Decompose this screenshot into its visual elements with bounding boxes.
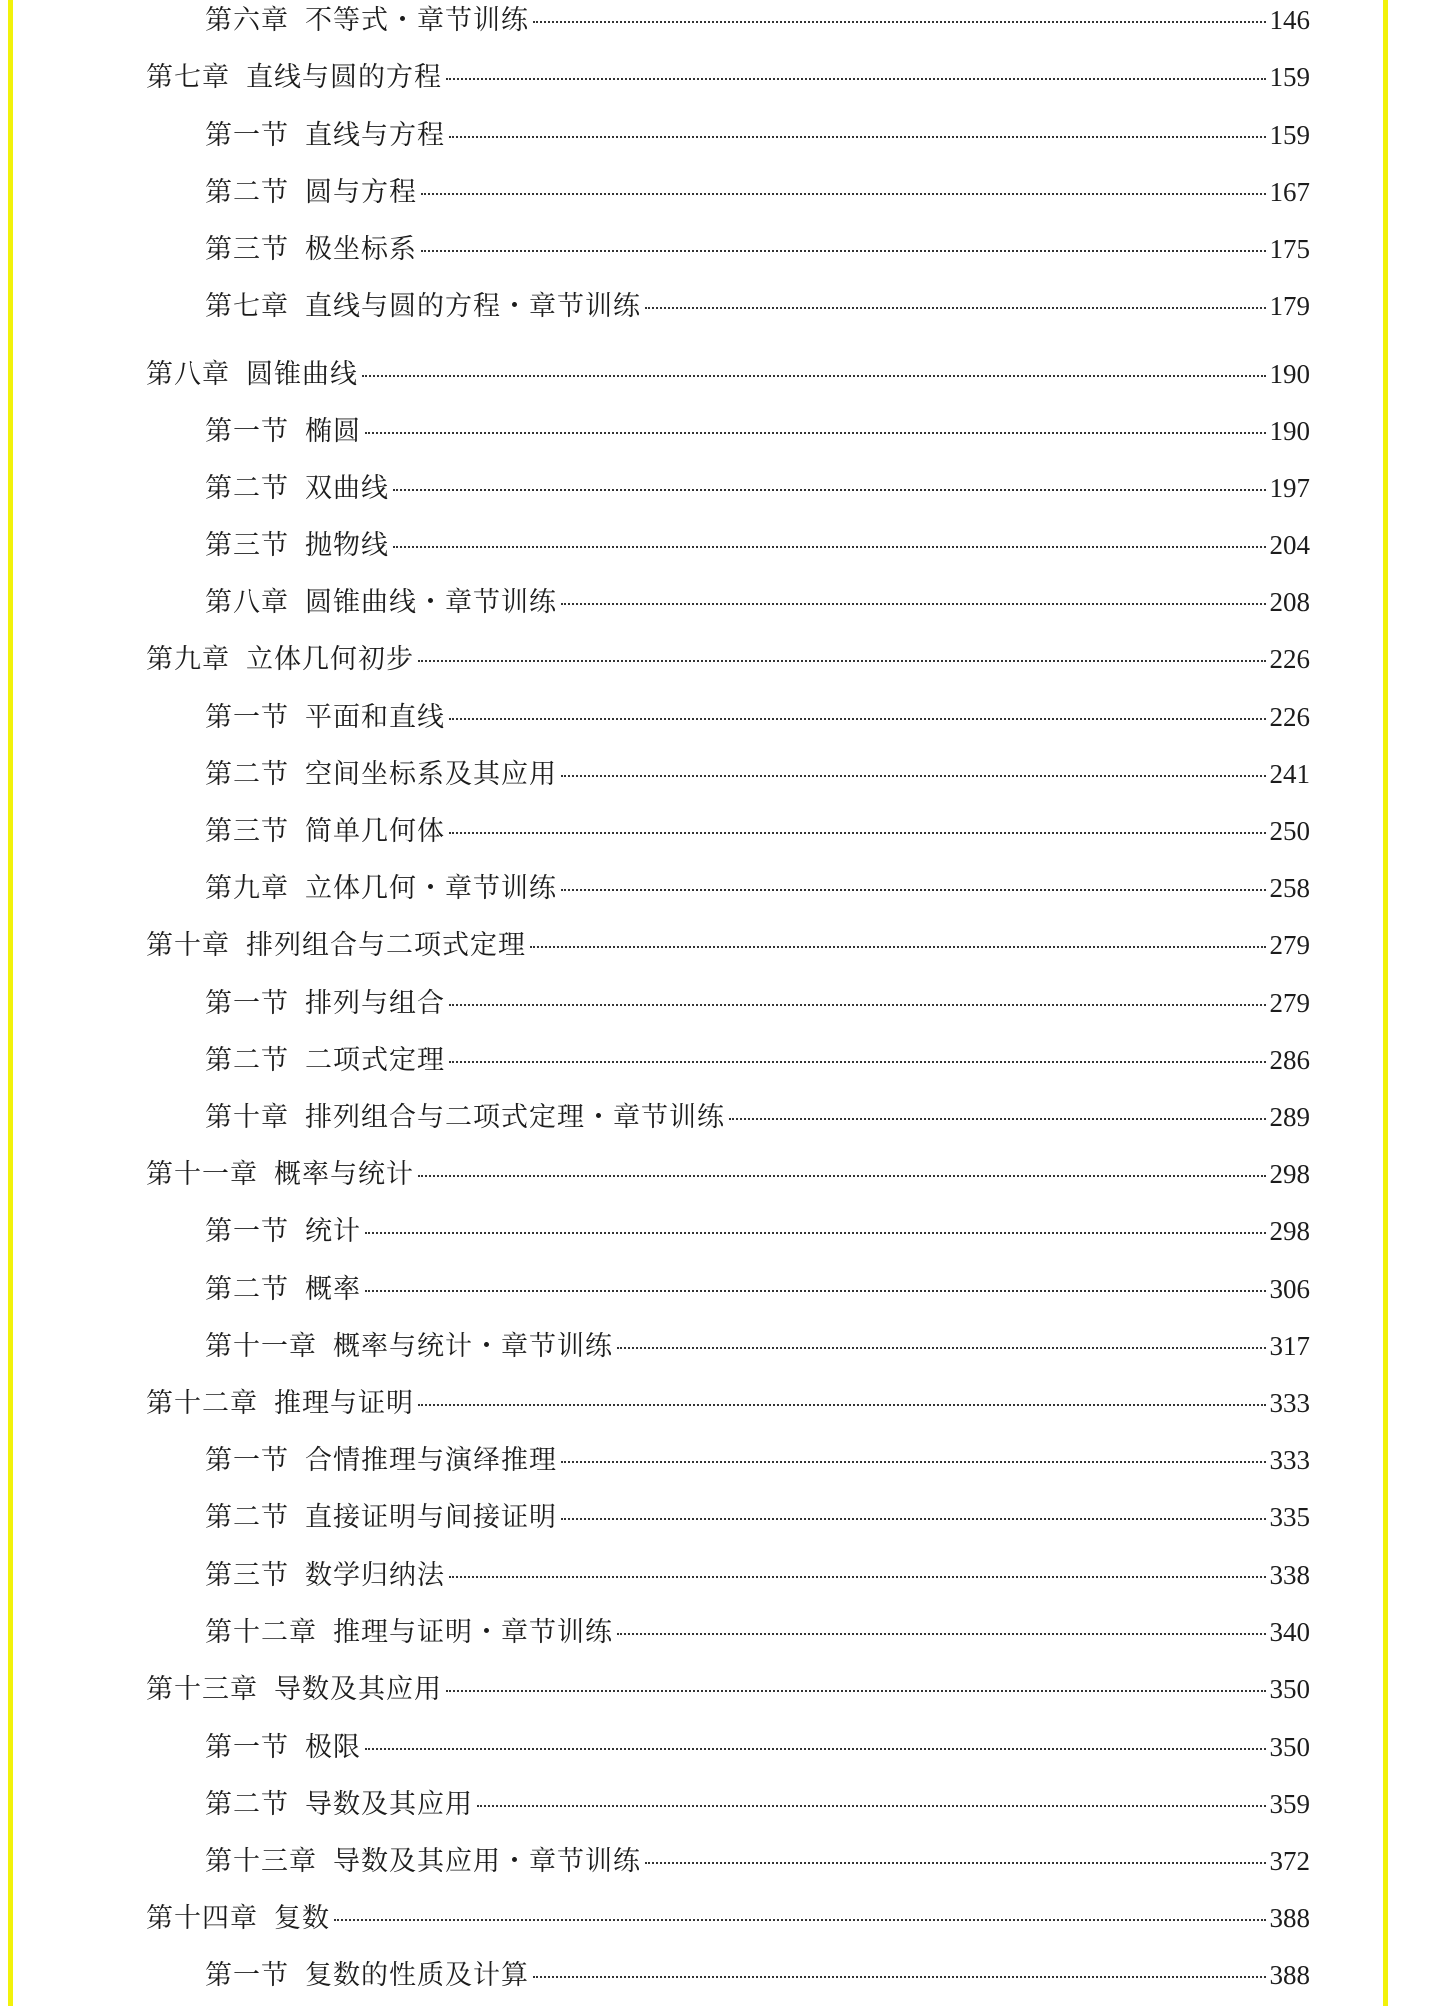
toc-entry-title: 概率与统计 bbox=[274, 1159, 414, 1190]
toc-entry-title: 排列组合与二项式定理・章节训练 bbox=[305, 1102, 725, 1133]
toc-entry-title: 立体几何初步 bbox=[246, 644, 414, 675]
dot-leader bbox=[729, 1118, 1266, 1120]
toc-entry-title: 立体几何・章节训练 bbox=[305, 873, 557, 904]
toc-entry-page-number: 388 bbox=[1269, 1903, 1310, 1933]
toc-entry-number: 第二节 bbox=[205, 1502, 289, 1533]
toc-entry-number: 第一节 bbox=[205, 1732, 289, 1763]
toc-section-entry[interactable] bbox=[205, 811, 1310, 851]
toc-entry-title: 排列组合与二项式定理 bbox=[246, 930, 526, 961]
toc-entry-page-number: 226 bbox=[1269, 702, 1310, 732]
toc-entry-title: 概率 bbox=[305, 1274, 361, 1305]
toc-entry-number: 第十章 bbox=[205, 1102, 289, 1133]
toc-entry-page-number: 159 bbox=[1269, 62, 1310, 92]
toc-section-entry[interactable] bbox=[205, 411, 1310, 451]
toc-entry-number: 第一节 bbox=[205, 702, 289, 733]
toc-entry-page-number: 197 bbox=[1269, 473, 1310, 503]
toc-entry-number: 第七章 bbox=[205, 291, 289, 322]
toc-section-entry[interactable] bbox=[205, 468, 1310, 508]
dot-leader bbox=[561, 775, 1266, 777]
toc-entry-page-number: 204 bbox=[1269, 530, 1310, 560]
toc-section-entry[interactable] bbox=[205, 1727, 1310, 1767]
toc-entry-title: 圆锥曲线・章节训练 bbox=[305, 587, 557, 618]
toc-entry-number: 第二节 bbox=[205, 177, 289, 208]
dot-leader bbox=[449, 718, 1266, 720]
toc-entry-number: 第七章 bbox=[146, 62, 230, 93]
toc-entry-title: 极限 bbox=[305, 1732, 361, 1763]
toc-chapter-entry[interactable] bbox=[146, 1154, 1310, 1194]
toc-section-entry[interactable] bbox=[205, 172, 1310, 212]
dot-leader bbox=[561, 1461, 1266, 1463]
dot-leader bbox=[561, 889, 1266, 891]
dot-leader bbox=[449, 1576, 1266, 1578]
toc-entry-title: 直线与方程 bbox=[305, 120, 445, 151]
toc-entry-number: 第一节 bbox=[205, 1960, 289, 1991]
toc-section-entry[interactable] bbox=[205, 1440, 1310, 1480]
toc-entry-title: 导数及其应用 bbox=[274, 1674, 442, 1705]
toc-entry-number: 第六章 bbox=[205, 5, 289, 36]
toc-chapter-entry[interactable] bbox=[146, 1383, 1310, 1423]
toc-entry-title: 极坐标系 bbox=[305, 234, 417, 265]
toc-entry-number: 第十一章 bbox=[146, 1159, 258, 1190]
dot-leader bbox=[533, 21, 1266, 23]
dot-leader bbox=[449, 832, 1266, 834]
toc-entry-number: 第二节 bbox=[205, 1274, 289, 1305]
dot-leader bbox=[334, 1919, 1266, 1921]
toc-chapter-entry[interactable] bbox=[146, 925, 1310, 965]
toc-entry-number: 第九章 bbox=[205, 873, 289, 904]
toc-section-entry[interactable] bbox=[205, 1040, 1310, 1080]
toc-entry-title: 双曲线 bbox=[305, 473, 389, 504]
dot-leader bbox=[477, 1805, 1266, 1807]
toc-entry-page-number: 298 bbox=[1269, 1159, 1310, 1189]
toc-section-entry[interactable] bbox=[205, 1326, 1310, 1366]
toc-section-entry[interactable] bbox=[205, 1497, 1310, 1537]
toc-entry-number: 第十三章 bbox=[205, 1846, 317, 1877]
toc-chapter-entry[interactable] bbox=[146, 57, 1310, 97]
toc-entry-title: 推理与证明 bbox=[274, 1388, 414, 1419]
dot-leader bbox=[418, 1404, 1266, 1406]
toc-entry-page-number: 175 bbox=[1269, 234, 1310, 264]
toc-section-entry[interactable] bbox=[205, 1211, 1310, 1251]
toc-entry-title: 抛物线 bbox=[305, 530, 389, 561]
dot-leader bbox=[645, 307, 1266, 309]
toc-entry-number: 第十三章 bbox=[146, 1674, 258, 1705]
toc-entry-page-number: 190 bbox=[1269, 416, 1310, 446]
toc-section-entry[interactable] bbox=[205, 582, 1310, 622]
toc-entry-title: 合情推理与演绎推理 bbox=[305, 1445, 557, 1476]
toc-entry-page-number: 167 bbox=[1269, 177, 1310, 207]
toc-entry-title: 不等式・章节训练 bbox=[305, 5, 529, 36]
toc-section-entry[interactable] bbox=[205, 525, 1310, 565]
toc-entry-page-number: 208 bbox=[1269, 587, 1310, 617]
toc-entry-title: 统计 bbox=[305, 1216, 361, 1247]
toc-entry-page-number: 258 bbox=[1269, 873, 1310, 903]
dot-leader bbox=[365, 1232, 1266, 1234]
dot-leader bbox=[617, 1633, 1266, 1635]
toc-entry-number: 第九章 bbox=[146, 644, 230, 675]
toc-section-entry[interactable] bbox=[205, 286, 1310, 326]
toc-entry-title: 直接证明与间接证明 bbox=[305, 1502, 557, 1533]
toc-entry-number: 第一节 bbox=[205, 1445, 289, 1476]
dot-leader bbox=[365, 1290, 1266, 1292]
toc-entry-title: 直线与圆的方程 bbox=[246, 62, 442, 93]
toc-entry-page-number: 298 bbox=[1269, 1216, 1310, 1246]
toc-section-entry[interactable] bbox=[205, 983, 1310, 1023]
toc-entry-number: 第一节 bbox=[205, 988, 289, 1019]
toc-entry-title: 二项式定理 bbox=[305, 1045, 445, 1076]
toc-entry-number: 第三节 bbox=[205, 530, 289, 561]
dot-leader bbox=[449, 1061, 1266, 1063]
toc-entry-page-number: 372 bbox=[1269, 1846, 1310, 1876]
toc-entry-number: 第一节 bbox=[205, 120, 289, 151]
toc-entry-title: 直线与圆的方程・章节训练 bbox=[305, 291, 641, 322]
toc-section-entry[interactable] bbox=[205, 0, 1310, 40]
toc-entry-number: 第八章 bbox=[205, 587, 289, 618]
toc-section-entry[interactable] bbox=[205, 1612, 1310, 1652]
toc-entry-title: 导数及其应用・章节训练 bbox=[333, 1846, 641, 1877]
toc-entry-title: 复数的性质及计算 bbox=[305, 1960, 529, 1991]
toc-entry-title: 平面和直线 bbox=[305, 702, 445, 733]
toc-entry-page-number: 286 bbox=[1269, 1045, 1310, 1075]
toc-entry-number: 第三节 bbox=[205, 1560, 289, 1591]
toc-entry-page-number: 159 bbox=[1269, 120, 1310, 150]
toc-section-entry[interactable] bbox=[205, 1555, 1310, 1595]
toc-entry-page-number: 250 bbox=[1269, 816, 1310, 846]
dot-leader bbox=[561, 603, 1266, 605]
toc-entry-number: 第二节 bbox=[205, 473, 289, 504]
toc-entry-title: 圆与方程 bbox=[305, 177, 417, 208]
toc-entry-page-number: 333 bbox=[1269, 1445, 1310, 1475]
toc-chapter-entry[interactable] bbox=[146, 1898, 1310, 1938]
toc-section-entry[interactable] bbox=[205, 868, 1310, 908]
toc-entry-title: 复数 bbox=[274, 1903, 330, 1934]
toc-entry-number: 第二节 bbox=[205, 759, 289, 790]
toc-section-entry[interactable] bbox=[205, 1784, 1310, 1824]
toc-entry-number: 第十一章 bbox=[205, 1331, 317, 1362]
toc-entry-page-number: 359 bbox=[1269, 1789, 1310, 1819]
toc-entry-title: 排列与组合 bbox=[305, 988, 445, 1019]
dot-leader bbox=[365, 1748, 1266, 1750]
toc-entry-page-number: 340 bbox=[1269, 1617, 1310, 1647]
toc-chapter-entry[interactable] bbox=[146, 639, 1310, 679]
dot-leader bbox=[617, 1347, 1266, 1349]
dot-leader bbox=[421, 193, 1266, 195]
dot-leader bbox=[530, 946, 1266, 948]
dot-leader bbox=[645, 1862, 1266, 1864]
toc-section-entry[interactable] bbox=[205, 115, 1310, 155]
toc-entry-title: 概率与统计・章节训练 bbox=[333, 1331, 613, 1362]
dot-leader bbox=[393, 546, 1266, 548]
toc-section-entry[interactable] bbox=[205, 697, 1310, 737]
toc-entry-page-number: 338 bbox=[1269, 1560, 1310, 1590]
toc-section-entry[interactable] bbox=[205, 754, 1310, 794]
toc-entry-number: 第八章 bbox=[146, 359, 230, 390]
toc-entry-page-number: 241 bbox=[1269, 759, 1310, 789]
toc-entry-number: 第一节 bbox=[205, 416, 289, 447]
toc-entry-number: 第十四章 bbox=[146, 1903, 258, 1934]
dot-leader bbox=[561, 1518, 1266, 1520]
toc-entry-number: 第十二章 bbox=[146, 1388, 258, 1419]
toc-entry-page-number: 335 bbox=[1269, 1502, 1310, 1532]
toc-entry-title: 椭圆 bbox=[305, 416, 361, 447]
toc-entry-title: 推理与证明・章节训练 bbox=[333, 1617, 613, 1648]
toc-chapter-entry[interactable] bbox=[146, 1669, 1310, 1709]
dot-leader bbox=[449, 1004, 1266, 1006]
toc-section-entry[interactable] bbox=[205, 1955, 1310, 1995]
toc-entry-number: 第一节 bbox=[205, 1216, 289, 1247]
toc-entry-page-number: 306 bbox=[1269, 1274, 1310, 1304]
dot-leader bbox=[446, 78, 1266, 80]
toc-entry-title: 数学归纳法 bbox=[305, 1560, 445, 1591]
toc-entry-title: 空间坐标系及其应用 bbox=[305, 759, 557, 790]
toc-entry-page-number: 388 bbox=[1269, 1960, 1310, 1990]
toc-entry-page-number: 190 bbox=[1269, 359, 1310, 389]
dot-leader bbox=[446, 1690, 1266, 1692]
dot-leader bbox=[393, 489, 1266, 491]
toc-entry-page-number: 289 bbox=[1269, 1102, 1310, 1132]
toc-entry-page-number: 179 bbox=[1269, 291, 1310, 321]
toc-entry-number: 第三节 bbox=[205, 816, 289, 847]
toc-entry-number: 第三节 bbox=[205, 234, 289, 265]
dot-leader bbox=[421, 250, 1266, 252]
toc-entry-title: 简单几何体 bbox=[305, 816, 445, 847]
dot-leader bbox=[418, 660, 1266, 662]
toc-entry-page-number: 317 bbox=[1269, 1331, 1310, 1361]
toc-section-entry[interactable] bbox=[205, 1269, 1310, 1309]
toc-entry-number: 第十二章 bbox=[205, 1617, 317, 1648]
toc-entry-title: 导数及其应用 bbox=[305, 1789, 473, 1820]
toc-section-entry[interactable] bbox=[205, 1097, 1310, 1137]
toc-entry-page-number: 226 bbox=[1269, 644, 1310, 674]
toc-chapter-entry[interactable] bbox=[146, 354, 1310, 394]
toc-entry-page-number: 146 bbox=[1269, 5, 1310, 35]
dot-leader bbox=[533, 1976, 1266, 1978]
toc-section-entry[interactable] bbox=[205, 1841, 1310, 1881]
toc-entry-number: 第二节 bbox=[205, 1789, 289, 1820]
toc-section-entry[interactable] bbox=[205, 229, 1310, 269]
toc-entry-page-number: 333 bbox=[1269, 1388, 1310, 1418]
dot-leader bbox=[418, 1175, 1266, 1177]
toc-entry-page-number: 350 bbox=[1269, 1674, 1310, 1704]
toc-entry-number: 第十章 bbox=[146, 930, 230, 961]
toc-entry-page-number: 279 bbox=[1269, 988, 1310, 1018]
dot-leader bbox=[362, 375, 1266, 377]
toc-entry-page-number: 350 bbox=[1269, 1732, 1310, 1762]
dot-leader bbox=[449, 136, 1266, 138]
toc-entry-page-number: 279 bbox=[1269, 930, 1310, 960]
toc-entry-title: 圆锥曲线 bbox=[246, 359, 358, 390]
dot-leader bbox=[365, 432, 1266, 434]
toc-entry-number: 第二节 bbox=[205, 1045, 289, 1076]
